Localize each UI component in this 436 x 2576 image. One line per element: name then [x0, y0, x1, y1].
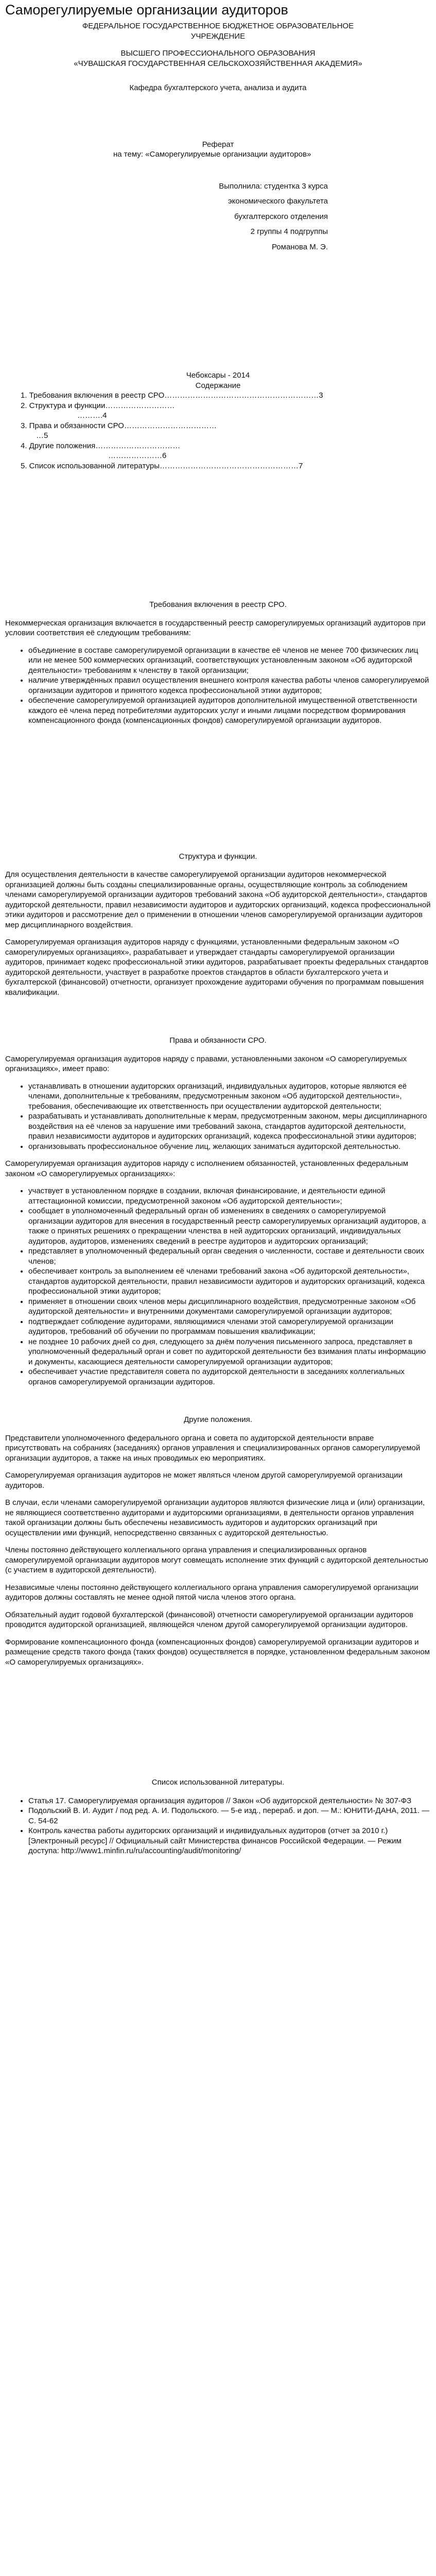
list-item: • применяет в отношении своих членов меры дисциплинарного воздействия, предусмотренные законом «Об аудиторской деятельности» и внутренними документами саморегулируемой организации аудиторов; [28, 1297, 431, 1317]
reference-item: • Статья 17. Саморегулируемая организация аудиторов // Закон «Об аудиторской деятельности» № 307-ФЗ [28, 1796, 431, 1806]
section-heading: Структура и функции. [179, 852, 257, 861]
list-item: • представляет в уполномоченный федеральный орган сведения о численности, составе и деятельности своих членов; [28, 1246, 431, 1266]
section-heading: Требования включения в реестр СРО. [149, 600, 287, 609]
list-item: • не позднее 10 рабочих дней со дня, следующего за днём получения письменного запроса, представляет в уполномоченный федеральный орган и совет по аудиторской деятельности без взимания платы информацию и документы, касающиеся деятельности саморегулируемой организации аудиторов; [28, 1337, 431, 1367]
city-year: Чебоксары - 2014 [186, 371, 250, 380]
author-line: Выполнила: студентка 3 курса [219, 181, 328, 191]
section-heading: Права и обязанности СРО. [169, 1036, 267, 1045]
paragraph: Независимые члены постоянно действующего коллегиального органа управления саморегулируемой организации аудиторов должны составлять не менее одной пятой числа членов этого органа. [5, 1583, 418, 1602]
reference-list [5, 1796, 431, 1856]
toc-item: 4. Другие положения…………………………… [21, 441, 181, 450]
list-item: • объединение в составе саморегулируемой организации в качестве её членов не менее 700 физических лиц или не менее 500 коммерческих организаций, соответствующих установленным законом «Об аудиторской деятельности» требованиям к членству в такой организации; [28, 646, 431, 676]
department: Кафедра бухгалтерского учета, анализа и аудита [129, 83, 307, 93]
page-title: Саморегулируемые организации аудиторов [5, 2, 288, 18]
toc-item: 5. Список использованной литературы………………………………………………7 [21, 461, 303, 470]
list-item: • сообщает в уполномоченный федеральный орган об изменениях в сведениях о саморегулируемой организации аудиторов для внесения в государственный реестр саморегулируемых организаций аудиторов, а также о принятых решениях о прекращении членства в ней аудиторских организаций, индивидуальных аудиторов, аудиторов, изменениях сведений в реестре аудиторов и аудиторских организаций; [28, 1206, 431, 1246]
paragraph: Саморегулируемая организация аудиторов наряду с правами, установленными законом «О саморегулируемых организациях», имеет право: [5, 1054, 407, 1074]
section-heading: Другие положения. [184, 1415, 252, 1425]
author-line: 2 группы 4 подгруппы [250, 227, 328, 236]
paragraph: Для осуществления деятельности в качестве саморегулируемой организации аудиторов некоммерческой организацией должны быть созданы специализированные органы, осуществляющие контроль за соблюдением членами саморегулируемой организации аудиторов требований закона «Об аудиторской деятельности», стандартов аудиторской деятельности, правил независимости аудиторов и аудиторских организаций, кодекса профессиональной этики аудиторов и рассмотрение дел о применении в отношении членов саморегулируемой организации аудиторов мер дисциплинарного воздействия. [5, 870, 431, 929]
paragraph: Представители уполномоченного федерального органа и совета по аудиторской деятельности вправе присутствовать на собраниях (заседаниях) органов управления и специализированных органов саморегулируемой организации аудиторов, а также на иных проводимых ею мероприятиях. [5, 1433, 421, 1463]
list-item: • устанавливать в отношении аудиторских организаций, индивидуальных аудиторов, которые являются её членами, дополнительные к требованиям, предусмотренным законом «Об аудиторской деятельности», требования, обеспечивающие их ответственность при осуществлении аудиторской деятельности; [28, 1081, 431, 1112]
institution-line: УЧРЕЖДЕНИЕ [190, 31, 246, 41]
paragraph: Саморегулируемая организация аудиторов не может являться членом другой саморегулируемой организации аудиторов. [5, 1471, 403, 1490]
paragraph: Формирование компенсационного фонда (компенсационных фондов) саморегулируемой организации аудиторов и размещение средств такого фонда (таких фондов) осуществляется в порядке, установленном федеральным законом «О саморегулируемых организациях». [5, 1637, 430, 1667]
institution-line: ФЕДЕРАЛЬНОЕ ГОСУДАРСТВЕННОЕ БЮДЖЕТНОЕ ОБРАЗОВАТЕЛЬНОЕ [82, 22, 354, 31]
toc-heading: Содержание [195, 381, 241, 390]
reference-item: • Подольский В. И. Аудит / под ред. А. И. Подольского. — 5-е изд., перераб. и доп. — М.: ЮНИТИ-ДАНА, 2011. — С. 54-62 [28, 1806, 431, 1826]
list-item: • разрабатывать и устанавливать дополнительные к мерам, предусмотренным законом, меры дисциплинарного воздействия на её членов за нарушение ими требований закона, стандартов аудиторской деятельности, правил независимости аудиторов и аудиторских организаций, кодекса профессиональной этики аудиторов; [28, 1111, 431, 1142]
toc [5, 391, 431, 471]
doc-type: Реферат [202, 140, 234, 149]
reference-item: • Контроль качества работы аудиторских организаций и индивидуальных аудиторов (отчет за 2010 г.) [Электронный ресурс] // Официальный сайт Министерства финансов Российской Федерации. — Режим доступа: http://www1.minfin.ru/ru/accounting/audit/monitoring/ [28, 1826, 431, 1856]
bullet-list [5, 1186, 431, 1387]
list-item: • обеспечивает контроль за выполнением её членами требований закона «Об аудиторской деятельности», стандартов аудиторской деятельности, правил независимости аудиторов и аудиторских организаций, кодекса профессиональной этики аудиторов; [28, 1266, 431, 1297]
toc-item-cont: ……….4 [77, 411, 107, 420]
author-line: экономического факультета [228, 197, 328, 206]
author-block [5, 174, 431, 252]
author-line: Романова М. Э. [271, 242, 328, 251]
bullet-list [5, 646, 431, 726]
cover-institution [5, 21, 431, 69]
paragraph: В случаи, если членами саморегулируемой организации аудиторов являются физические лица и (или) организации, не являющиеся соответственно аудиторами и аудиторскими организациями, в деятельности органов управления такой организации должны быть обеспечены независимость аудиторов и аудиторских организаций при осуществлении ими функций, непосредственно связанных с аудиторской деятельностью. [5, 1498, 425, 1537]
toc-item: 1. Требования включения в реестр СРО……………………………………………………3 [21, 391, 323, 400]
list-item: • наличие утверждённых правил осуществления внешнего контроля качества работы членов саморегулируемой организации аудиторов и принятого кодекса профессиональной этики аудиторов; [28, 675, 431, 696]
institution-line: ВЫСШЕГО ПРОФЕССИОНАЛЬНОГО ОБРАЗОВАНИЯ [120, 49, 316, 58]
list-item: • организовывать профессиональное обучение лиц, желающих заниматься аудиторской деятельностью. [28, 1142, 431, 1152]
list-item: • обеспечивает участие представителя совета по аудиторской деятельности в заседаниях коллегиальных органов саморегулируемой организации аудиторов. [28, 1367, 431, 1387]
list-item: • подтверждает соблюдение аудиторами, являющимися членами этой саморегулируемой организации аудиторов, требований об обучении по программам повышения квалификации; [28, 1317, 431, 1337]
list-item: • обеспечение саморегулируемой организацией аудиторов дополнительной имущественной ответственности каждого её члена перед потребителями аудиторских услуг и иными лицами посредством формирования компенсационного фонда (компенсационных фондов) саморегулируемой организации аудиторов. [28, 696, 431, 726]
toc-item-cont: …………………6 [108, 451, 167, 461]
toc-item: 2. Структура и функции……………………… [21, 401, 175, 410]
topic: на тему: «Саморегулируемые организации аудиторов» [113, 150, 311, 159]
bullet-list [5, 1081, 431, 1152]
paragraph: Некоммерческая организация включается в государственный реестр саморегулируемых организаций аудиторов при условии соответствия её следующим требованиям: [5, 618, 426, 638]
paragraph: Саморегулируемая организация аудиторов наряду с исполнением обязанностей, установленных федеральным законом «О саморегулируемых организациях»: [5, 1159, 409, 1178]
paragraph: Обязательный аудит годовой бухгалтерской (финансовой) отчетности саморегулируемой организации аудиторов проводится аудиторской организацией, являющейся членом другой саморегулируемой организации аудиторов. [5, 1610, 413, 1630]
toc-item-cont: …5 [36, 431, 48, 440]
institution-line: «ЧУВАШСКАЯ ГОСУДАРСТВЕННАЯ СЕЛЬСКОХОЗЯЙСТВЕННАЯ АКАДЕМИЯ» [74, 59, 362, 68]
paragraph: Члены постоянно действующего коллегиального органа управления и специализированных органов саморегулируемой организации аудиторов могут совмещать исполнение этих функций с аудиторской деятельностью (с участием в аудиторской деятельности). [5, 1546, 428, 1575]
toc-item: 3. Права и обязанности СРО……………………………… [21, 421, 217, 430]
paragraph: Саморегулируемая организация аудиторов наряду с функциями, установленными федеральным законом «О саморегулируемых организациях», разрабатывает и утверждает стандарты саморегулируемой организации аудиторов, принимает кодекс профессиональной этики аудиторов, разрабатывает проекты федеральных стандартов аудиторской деятельности, участвует в разработке проектов стандартов в области бухгалтерского учета и бухгалтерской (финансовой) отчетности, организует прохождение аудиторами обучения по программам повышения квалификации. [5, 938, 429, 997]
list-item: • участвует в установленном порядке в создании, включая финансирование, и деятельности единой аттестационной комиссии, предусмотренной законом «Об аудиторской деятельности»; [28, 1186, 431, 1206]
section-heading: Список использованной литературы. [151, 1778, 285, 1787]
author-line: бухгалтерского отделения [234, 212, 328, 221]
